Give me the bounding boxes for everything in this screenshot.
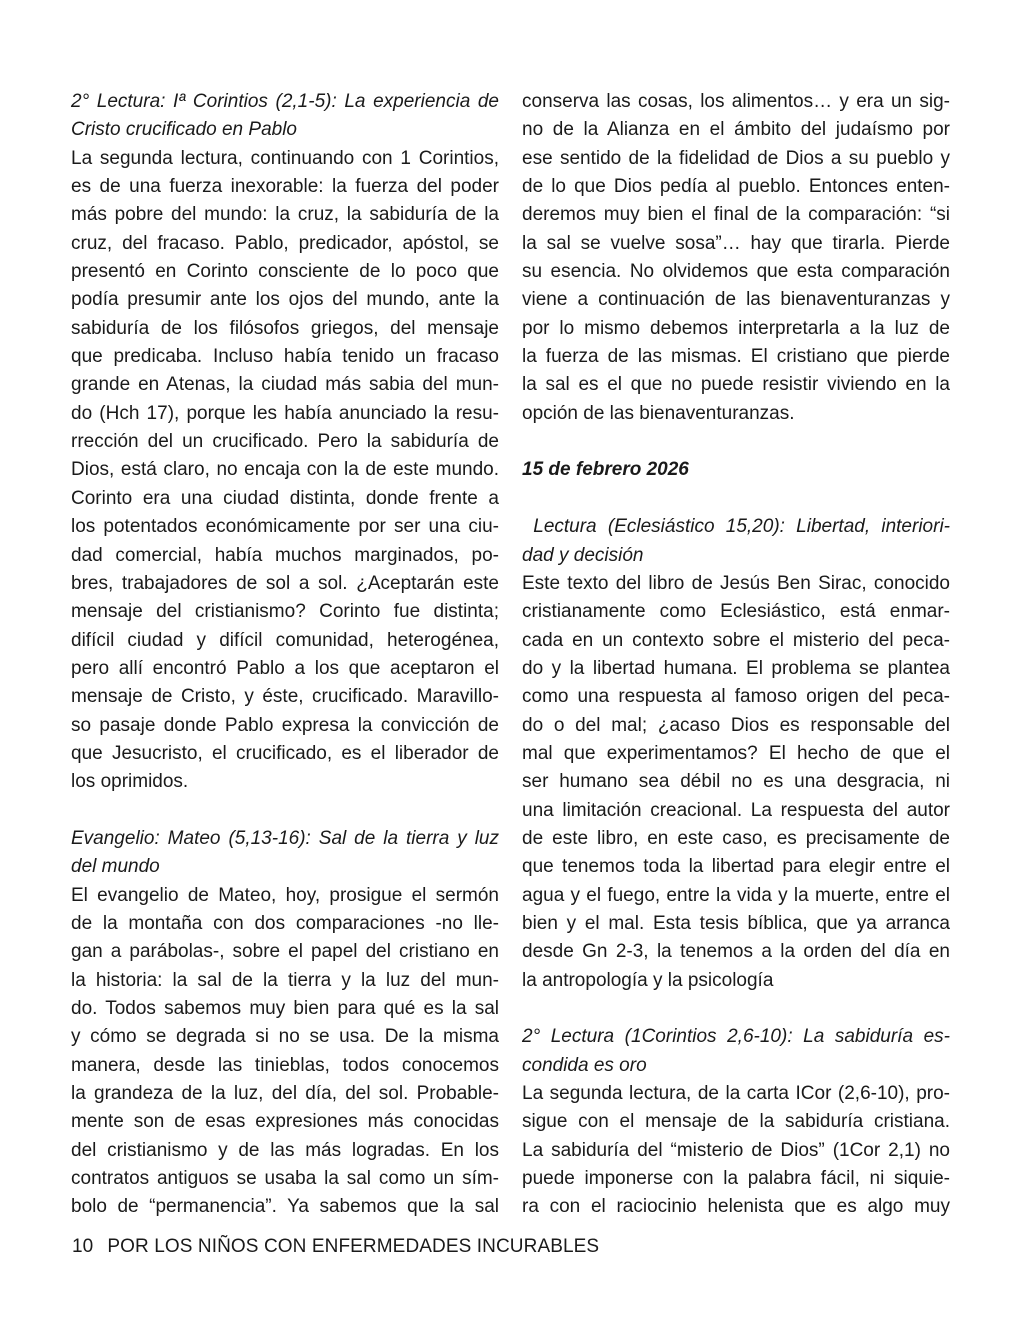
- text-line: mente son de esas expresiones más conocidas: [71, 1111, 499, 1133]
- right-column: [522, 88, 950, 1222]
- text-line: grande en Atenas, la ciudad más sabia del mun-: [71, 374, 499, 396]
- text-line: gan a parábolas-, sobre el papel del cristiano en: [71, 941, 499, 963]
- text-line: la antropología y la psicología: [522, 969, 774, 991]
- text-line: sabiduría de los filósofos griegos, del mensaje: [71, 317, 499, 339]
- paragraph-eclesiastico: [522, 570, 950, 995]
- text-line: so pasaje donde Pablo expresa la convicción de: [71, 714, 499, 736]
- heading-line: Cristo crucificado en Pablo: [71, 119, 297, 141]
- text-line: del cristianismo y de las más logradas. En los: [71, 1139, 499, 1161]
- text-line: dad comercial, había muchos marginados, po-: [71, 544, 499, 566]
- text-line: más pobre del mundo: la cruz, la sabiduría de la: [71, 204, 499, 226]
- heading-line: dad y decisión: [522, 544, 644, 566]
- text-line: deremos muy bien el final de la comparación: “si: [522, 204, 950, 226]
- paragraph-spacer: [522, 428, 950, 456]
- text-line: sigue con el mensaje de la sabiduría cristiana.: [522, 1111, 950, 1133]
- text-line: cristianamente como Eclesiástico, está enmar-: [522, 601, 950, 623]
- date-heading: 15 de febrero 2026: [522, 459, 689, 481]
- text-line: mal que experimentamos? El hecho de que el: [522, 742, 950, 764]
- section-heading-evangelio-mateo: [71, 825, 499, 882]
- text-line: pero allí encontró Pablo a los que aceptaron el: [71, 657, 499, 679]
- text-line: viene a continuación de las bienaventuranzas y: [522, 289, 950, 311]
- heading-line: Lectura (Eclesiástico 15,20): Libertad, interiori-: [522, 516, 950, 538]
- text-line: de la montaña con dos comparaciones -no lle-: [71, 912, 499, 934]
- text-line: cada en un contexto sobre el misterio del peca-: [522, 629, 950, 651]
- text-line: mensaje del cristianismo? Corinto fue distinta;: [71, 601, 499, 623]
- text-line: La sabiduría del “misterio de Dios” (1Cor 2,1) no: [522, 1139, 950, 1161]
- paragraph-continuation: [522, 88, 950, 428]
- section-heading-segunda-lectura-sabiduria: [522, 1023, 950, 1080]
- left-column: [71, 88, 499, 1222]
- text-line: que Jesucristo, el crucificado, es el liberador de: [71, 742, 499, 764]
- text-line: cruz, del fracaso. Pablo, predicador, apóstol, se: [71, 232, 499, 254]
- text-line: que tenemos toda la libertad para elegir entre el: [522, 856, 950, 878]
- paragraph-evangelio: [71, 882, 499, 1222]
- text-line: desde Gn 2-3, la tenemos a la orden del día en: [522, 941, 950, 963]
- heading-line: del mundo: [71, 856, 160, 878]
- text-line: la historia: la sal de la tierra y la luz del mun-: [71, 969, 499, 991]
- text-line: la grandeza de la luz, del día, del sol. Probable-: [71, 1083, 499, 1105]
- section-heading-segunda-lectura-corintios: [71, 88, 499, 145]
- text-line: y cómo se degrada si no se usa. De la misma: [71, 1026, 499, 1048]
- page-footer: [72, 1236, 599, 1258]
- text-line: ra con el raciocinio helenista que es algo muy: [522, 1196, 950, 1218]
- text-line: como una respuesta al famoso origen del peca-: [522, 686, 950, 708]
- text-line: contratos antiguos se usaba la sal como un sím-: [71, 1168, 499, 1190]
- page-number: 10: [72, 1236, 94, 1257]
- text-line: ese sentido de la fidelidad de Dios a su pueblo y: [522, 147, 950, 169]
- text-line: que predicaba. Incluso había tenido un fracaso: [71, 346, 499, 368]
- text-line: difícil ciudad y difícil comunidad, heterogénea,: [71, 629, 499, 651]
- paragraph-spacer: [522, 995, 950, 1023]
- text-line: do o del mal; ¿acaso Dios es responsable del: [522, 714, 950, 736]
- paragraph-spacer: [522, 485, 950, 513]
- text-line: la sal es el que no puede resistir viviendo en la: [522, 374, 950, 396]
- running-title: POR LOS NIÑOS CON ENFERMEDADES INCURABLES: [107, 1236, 600, 1257]
- text-line: mensaje de Cristo, y éste, crucificado. Maravillo-: [71, 686, 499, 708]
- text-line: no de la Alianza en el ámbito del judaísmo por: [522, 119, 950, 141]
- text-line: rrección del un crucificado. Pero la sabiduría de: [71, 431, 499, 453]
- text-line: La segunda lectura, de la carta ICor (2,6-10), pro-: [522, 1083, 950, 1105]
- text-line: es de una fuerza inexorable: la fuerza del poder: [71, 176, 499, 198]
- text-line: su esencia. No olvidemos que esta comparación: [522, 261, 950, 283]
- text-line: puede imponerse con la palabra fácil, ni siquie-: [522, 1168, 950, 1190]
- text-line: bolo de “permanencia”. Ya sabemos que la sal: [71, 1196, 499, 1218]
- text-line: bres, trabajadores de sol a sol. ¿Aceptarán este: [71, 572, 499, 594]
- text-line: podía presumir ante los ojos del mundo, ante la: [71, 289, 499, 311]
- text-line: la sal se vuelve sosa”… hay que tirarla. Pierde: [522, 232, 950, 254]
- heading-line: 2° Lectura: Iª Corintios (2,1-5): La experiencia de: [71, 91, 499, 112]
- paragraph-spacer: [71, 797, 499, 825]
- text-line: do. Todos sabemos muy bien para qué es la sal: [71, 998, 499, 1019]
- paragraph-sabiduria: [522, 1080, 950, 1222]
- text-line: Dios, está claro, no encaja con la de este mundo.: [71, 459, 499, 481]
- text-line: ser humano sea débil no es una desgracia, ni: [522, 771, 950, 793]
- text-line: presentó en Corinto consciente de lo poco que: [71, 261, 499, 283]
- text-line: conserva las cosas, los alimentos… y era un sig-: [522, 91, 950, 112]
- text-line: manera, desde las tinieblas, todos conocemos: [71, 1054, 499, 1076]
- heading-line: 2° Lectura (1Corintios 2,6-10): La sabiduría es-: [522, 1026, 950, 1048]
- text-line: los oprimidos.: [71, 771, 189, 793]
- text-line: agua y el fuego, entre la vida y la muerte, entre el: [522, 884, 950, 906]
- text-line: por lo mismo debemos interpretarla a la luz de: [522, 317, 950, 339]
- paragraph-segunda-lectura: [71, 145, 499, 797]
- text-line: de este libro, en este caso, es precisamente de: [522, 827, 950, 849]
- section-heading-lectura-eclesiastico: [522, 513, 950, 570]
- text-line: Corinto era una ciudad distinta, donde frente a: [71, 487, 499, 509]
- heading-line: Evangelio: Mateo (5,13-16): Sal de la tierra y luz: [71, 827, 499, 849]
- text-line: Este texto del libro de Jesús Ben Sirac, conocido: [522, 572, 950, 594]
- text-line: los potentados económicamente por ser una ciu-: [71, 516, 499, 538]
- text-line: El evangelio de Mateo, hoy, prosigue el sermón: [71, 884, 499, 906]
- text-line: bien y el mal. Esta tesis bíblica, que ya arranca: [522, 912, 950, 934]
- text-line: de lo que Dios pedía al pueblo. Entonces enten-: [522, 176, 950, 198]
- text-line: La segunda lectura, continuando con 1 Corintios,: [71, 147, 499, 169]
- text-line: una limitación creacional. La respuesta del autor: [522, 799, 950, 821]
- text-line: la fuerza de las mismas. El cristiano que pierde: [522, 346, 950, 368]
- text-line: opción de las bienaventuranzas.: [522, 402, 795, 424]
- text-line: do y la libertad humana. El problema se plantea: [522, 657, 950, 679]
- text-line: do (Hch 17), porque les había anunciado la resu-: [71, 402, 499, 424]
- heading-line: condida es oro: [522, 1054, 647, 1076]
